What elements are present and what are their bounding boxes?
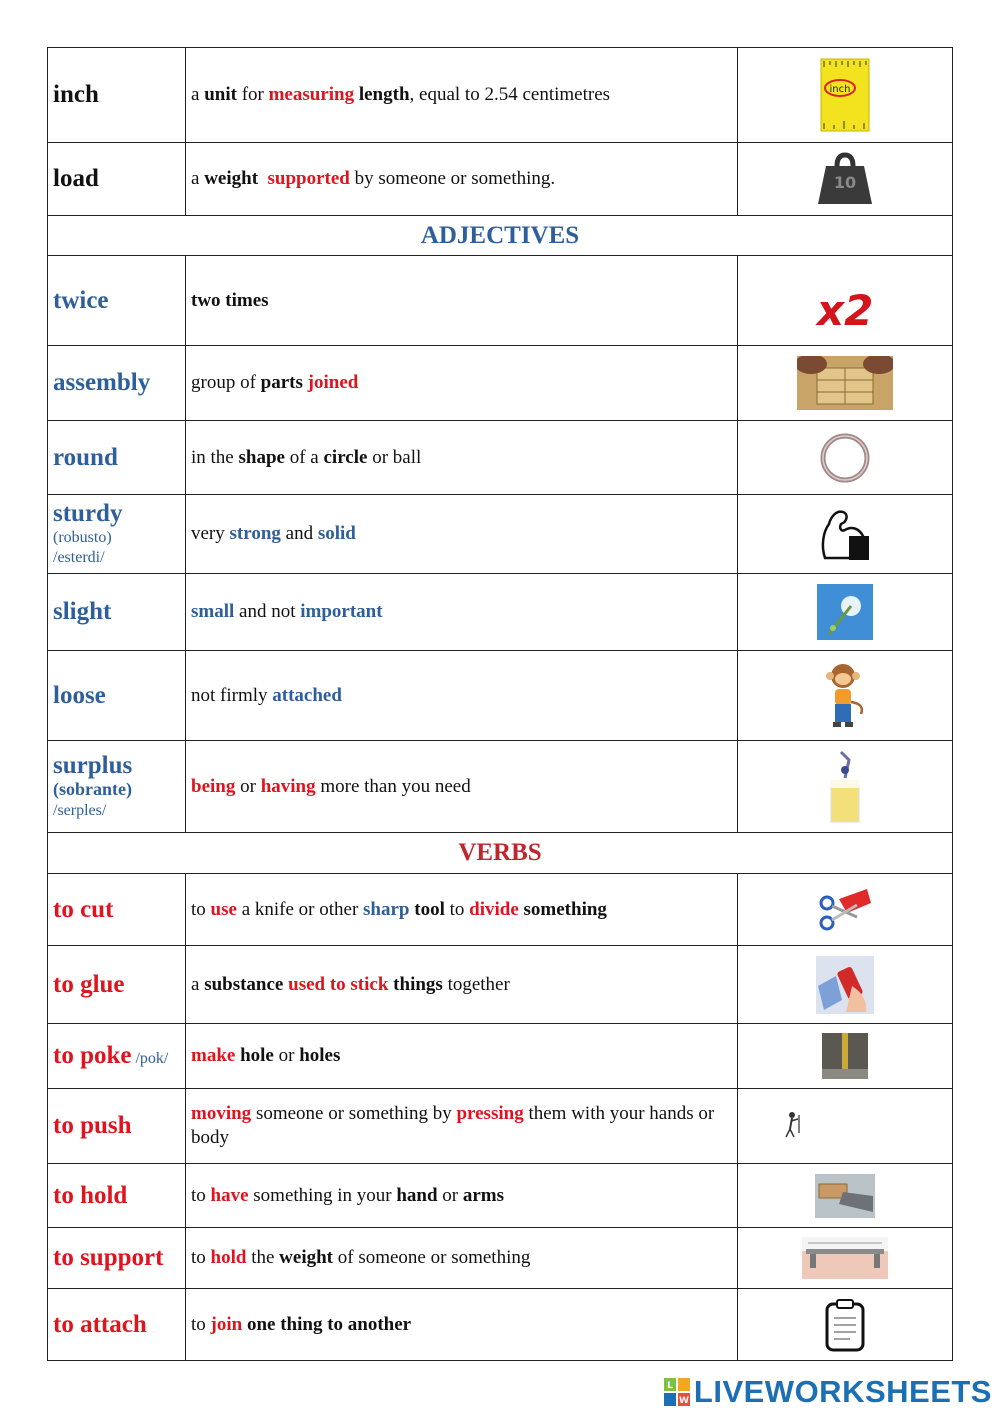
term: twice [53, 286, 109, 314]
dandelion-icon [817, 584, 873, 640]
svg-text:x2: x2 [817, 285, 874, 333]
scissors-icon [817, 885, 873, 935]
definition-cell: in the shape of a circle or ball [186, 421, 738, 495]
table-row [48, 1164, 953, 1228]
term-cell [48, 48, 186, 143]
drill-icon [822, 1033, 868, 1079]
definition-cell: a substance used to stick things together [186, 946, 738, 1024]
bridge-icon [802, 1237, 888, 1279]
image-cell [738, 1289, 953, 1361]
definition-cell: group of parts joined [186, 346, 738, 421]
term: to attach [53, 1310, 147, 1338]
svg-text:W: W [678, 1396, 689, 1406]
svg-text:10: 10 [833, 173, 857, 192]
table-row [48, 1228, 953, 1289]
table-row [48, 574, 953, 651]
term: sturdy [53, 500, 123, 528]
term: to cut [53, 895, 114, 923]
definition-cell: not firmly attached [186, 651, 738, 741]
image-cell [738, 1164, 953, 1228]
table-row [48, 1289, 953, 1361]
definition-cell: a weight supported by someone or something. [186, 143, 738, 216]
vocabulary-table [47, 47, 953, 1361]
liveworksheets-logo-icon [664, 1378, 690, 1406]
svg-text:inch: inch [829, 84, 851, 95]
translation: (sobrante) [53, 779, 132, 800]
definition-cell: to hold the weight of someone or something [186, 1228, 738, 1289]
term: to support [53, 1244, 164, 1272]
image-cell [738, 346, 953, 421]
wooden-blocks-icon [797, 356, 893, 410]
definition-cell: being or having more than you need [186, 741, 738, 833]
image-cell [738, 495, 953, 574]
image-cell [738, 1024, 953, 1089]
definition-cell: very strong and solid [186, 495, 738, 574]
table-row [48, 874, 953, 946]
pronunciation: /pok/ [135, 1050, 169, 1068]
term: slight [53, 598, 112, 626]
definition-cell: to use a knife or other sharp tool to divide something [186, 874, 738, 946]
table-row [48, 1089, 953, 1164]
definition-cell: to join one thing to another [186, 1289, 738, 1361]
term: to glue [53, 970, 125, 998]
image-cell [738, 421, 953, 495]
definition-cell: two times [186, 256, 738, 346]
tape-measure-icon [820, 58, 870, 132]
table-row [48, 143, 953, 216]
clipboard-icon [824, 1298, 866, 1352]
flexed-arm-icon [819, 506, 871, 562]
table-row [48, 256, 953, 346]
image-cell [738, 1228, 953, 1289]
term: to push [53, 1112, 132, 1140]
term: load [53, 165, 99, 193]
weight-icon [816, 152, 874, 206]
definition-cell: moving someone or something by pressing them with your hands or body [186, 1089, 738, 1164]
monkey-icon [823, 662, 867, 730]
term: surplus [53, 751, 133, 779]
image-cell [738, 143, 953, 216]
ring-icon [818, 431, 872, 485]
image-cell [738, 574, 953, 651]
definition-cell: to have something in your hand or arms [186, 1164, 738, 1228]
glue-icon [816, 956, 874, 1014]
term: round [53, 443, 118, 471]
section-heading: ADJECTIVES [48, 216, 953, 256]
definition-cell: small and not important [186, 574, 738, 651]
term: inch [53, 81, 99, 109]
table-row [48, 946, 953, 1024]
liveworksheets-logo [664, 1375, 992, 1409]
table-row [48, 346, 953, 421]
section-row [48, 833, 953, 874]
pushing-figure-icon [780, 1109, 910, 1143]
table-row [48, 651, 953, 741]
definition-cell: make hole or holes [186, 1024, 738, 1089]
image-cell [738, 874, 953, 946]
pronunciation: /serples/ [53, 802, 107, 820]
image-cell [738, 48, 953, 143]
pronunciation: /esterdi/ [53, 548, 105, 566]
svg-text:L: L [667, 1381, 673, 1391]
image-cell [738, 651, 953, 741]
image-cell [738, 946, 953, 1024]
table-row [48, 1024, 953, 1089]
translation: (robusto) [53, 528, 112, 546]
term: to poke [53, 1042, 132, 1070]
term: loose [53, 681, 106, 709]
table-row [48, 495, 953, 574]
brand-name: LIVEWORKSHEETS [693, 1374, 992, 1409]
table-row [48, 48, 953, 143]
image-cell [738, 256, 953, 346]
definition-cell: a unit for measuring length, equal to 2.54 centimetres [186, 48, 738, 143]
holding-box-icon [815, 1174, 875, 1218]
table-row [48, 421, 953, 495]
times-two-icon [815, 269, 875, 333]
table-row [48, 741, 953, 833]
section-heading: VERBS [48, 833, 953, 874]
image-cell [738, 1089, 953, 1164]
image-cell [738, 741, 953, 833]
term: to hold [53, 1181, 128, 1209]
section-row [48, 216, 953, 256]
overflow-glass-icon [823, 750, 867, 824]
term: assembly [53, 369, 151, 397]
